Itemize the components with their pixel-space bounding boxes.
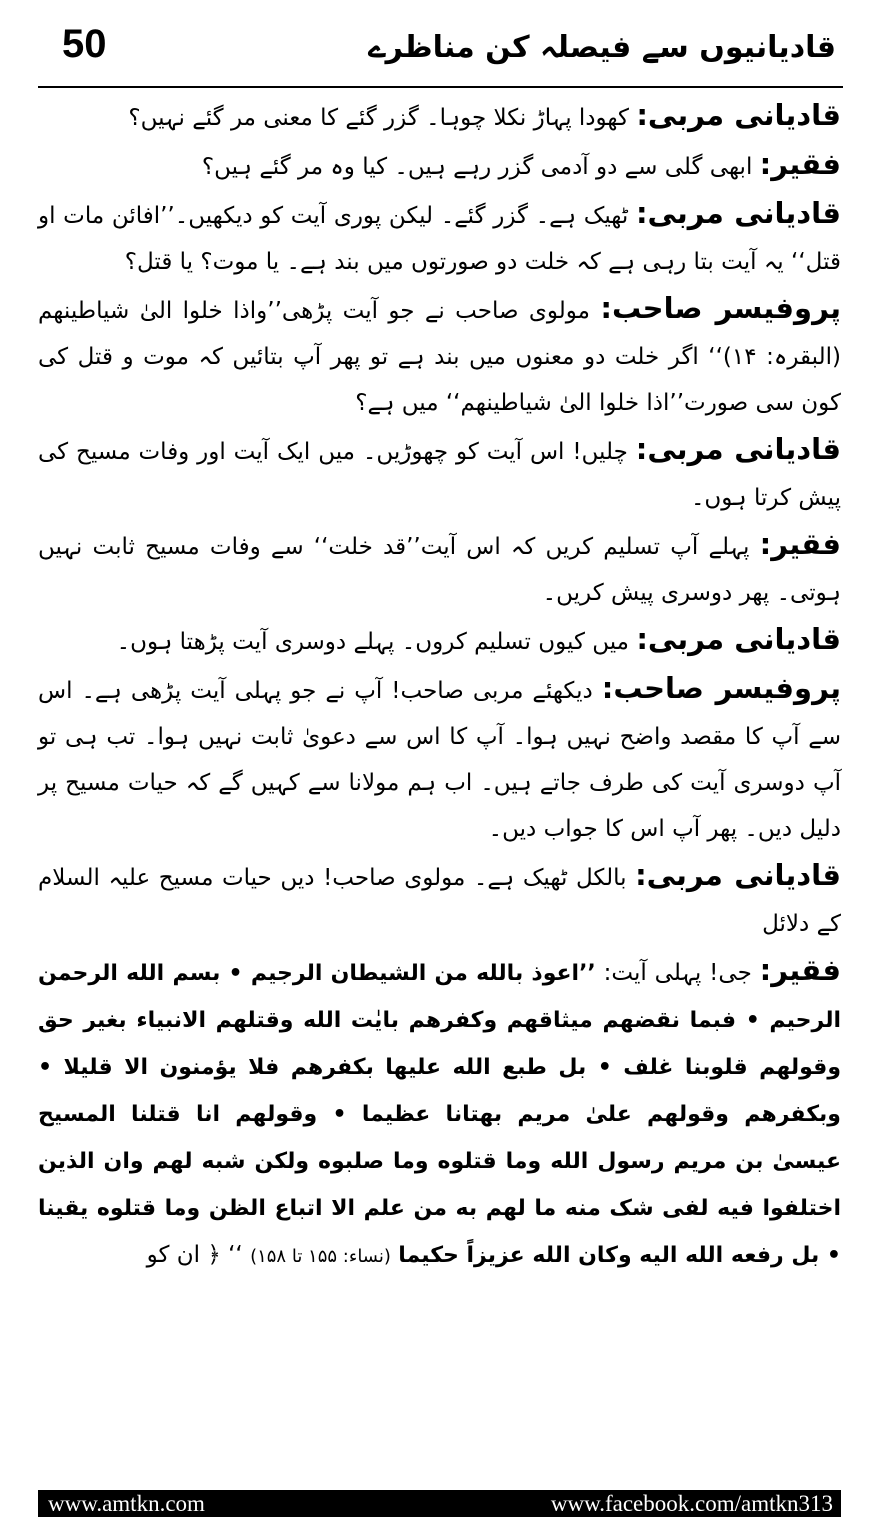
speaker-label: قادیانی مربی: bbox=[635, 196, 841, 230]
dialogue-text: ابھی گلی سے دو آدمی گزر رہے ہیں۔ کیا وہ مر گئے ہیں؟ bbox=[201, 154, 753, 180]
verse-continuation: ‘‘ ﴿ ان کو bbox=[146, 1242, 243, 1268]
dialogue-text: کھودا پہاڑ نکلا چوہا۔ گزر گئے کا معنی مر گئے نہیں؟ bbox=[128, 105, 629, 131]
speaker-label: فقیر: bbox=[759, 527, 842, 561]
speaker-label: قادیانی مربی: bbox=[635, 858, 842, 892]
website-link[interactable]: www.amtkn.com bbox=[48, 1491, 205, 1516]
verse-intro: جی! پہلی آیت: bbox=[603, 960, 752, 986]
quranic-verse: ’’اعوذ بالله من الشیطان الرجیم • بسم الله الرحمن الرحیم • فبما نقضهم میثاقهم وکفرهم بایٰت الله وقتلهم الانبیاء بغیر حق وقولهم قلوبنا غلف • بل طبع الله علیها بکفرهم فلا یؤمنون الا قلیلا • وبکفرهم وقولهم علیٰ مریم بهتانا عظیما • وقولهم انا قتلنا المسیح عیسیٰ بن مریم رسول الله وما قتلوه وما صلبوه ولکن شبه لهم وان الذین اختلفوا فیه لفی شک منه ما لهم به من علم الا اتباع الظن وما قتلوه یقینا • بل رفعه الله الیه وکان الله عزیزاً حکیما bbox=[38, 961, 841, 1268]
dialogue-entry bbox=[38, 665, 841, 852]
dialogue-text: میں کیوں تسلیم کروں۔ پہلے دوسری آیت پڑھتا ہوں۔ bbox=[116, 629, 629, 655]
dialogue-entry-verse bbox=[38, 947, 841, 1280]
running-title: قادیانیوں سے فیصلہ کن مناظرے bbox=[368, 30, 836, 65]
dialogue-entry bbox=[38, 190, 841, 285]
dialogue-text: پہلے آپ تسلیم کریں کہ اس آیت’’قد خلت‘‘ سے وفات مسیح ثابت نہیں ہوتی۔ پھر دوسری پیش کریں۔ bbox=[38, 534, 841, 606]
dialogue-entry bbox=[38, 521, 841, 616]
dialogue-entry bbox=[38, 285, 841, 426]
dialogue-entry bbox=[38, 92, 841, 141]
dialogue-entry bbox=[38, 616, 841, 665]
dialogue-text: چلیں! اس آیت کو چھوڑیں۔ میں ایک آیت اور وفات مسیح کی پیش کرتا ہوں۔ bbox=[38, 439, 841, 511]
speaker-label: قادیانی مربی: bbox=[635, 432, 842, 466]
dialogue-entry bbox=[38, 141, 841, 190]
footer-bar bbox=[38, 1490, 841, 1517]
speaker-label: قادیانی مربی: bbox=[636, 98, 841, 132]
dialogue-text: مولوی صاحب نے جو آیت پڑھی’’واذا خلوا الیٰ شیاطینهم (البقرہ: ۱۴)‘‘ اگر خلت دو معنوں میں بند ہے تو پھر آپ بتائیں کہ موت و قتل کی کون سی صورت’’اذا خلوا الیٰ شیاطینهم‘‘ میں ہے؟ bbox=[38, 298, 841, 416]
verse-reference: (نساء: ۱۵۵ تا ۱۵۸) bbox=[250, 1246, 391, 1267]
dialogue-entry bbox=[38, 426, 841, 521]
dialogue-text: دیکھئے مربی صاحب! آپ نے جو پہلی آیت پڑھی ہے۔ اس سے آپ کا مقصد واضح نہیں ہوا۔ آپ کا اس سے دعویٰ ثابت نہیں ہوا۔ تب ہی تو آپ دوسری آیت کی طرف جاتے ہیں۔ اب ہم مولانا سے کہیں گے کہ حیات مسیح پر دلیل دیں۔ پھر آپ اس کا جواب دیں۔ bbox=[38, 678, 841, 842]
speaker-label: فقیر: bbox=[759, 953, 841, 987]
header-divider bbox=[38, 86, 843, 88]
speaker-label: پروفیسر صاحب: bbox=[601, 671, 841, 705]
dialogue-body bbox=[38, 92, 841, 1280]
speaker-label: قادیانی مربی: bbox=[636, 622, 841, 656]
dialogue-text: بالکل ٹھیک ہے۔ مولوی صاحب! دیں حیات مسیح علیہ السلام کے دلائل bbox=[38, 865, 841, 937]
page-number: 50 bbox=[62, 22, 107, 66]
speaker-label: پروفیسر صاحب: bbox=[600, 291, 842, 325]
dialogue-text: ٹھیک ہے۔ گزر گئے۔ لیکن پوری آیت کو دیکھیں۔’’افائن مات او قتل‘‘ یہ آیت بتا رہی ہے کہ خلت دو صورتوں میں بند ہے۔ یا موت؟ یا قتل؟ bbox=[38, 203, 841, 275]
speaker-label: فقیر: bbox=[759, 147, 841, 181]
facebook-link[interactable]: www.facebook.com/amtkn313 bbox=[550, 1491, 833, 1516]
dialogue-entry bbox=[38, 852, 841, 947]
